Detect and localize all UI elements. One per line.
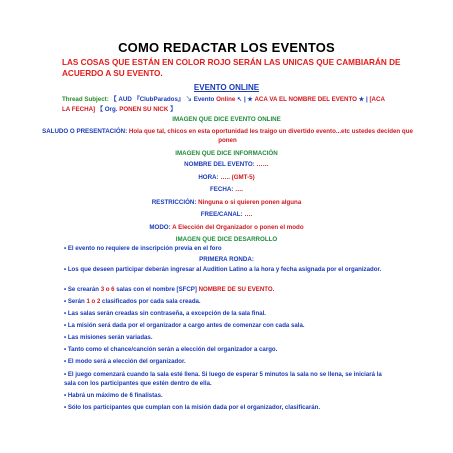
thread-org-nick: PONEN SU NICK [119,106,169,113]
thread-label: Thread Subject: [62,96,109,103]
field-value: ….. (GMT-5) [220,174,255,181]
field-hora [0,174,453,181]
field-value: …. [244,211,253,218]
field-fecha [0,186,453,193]
field-label: MODO: [149,224,173,231]
bullet-text: clasificados por cada sala creada. [100,298,201,305]
list-item: • El juego comenzará cuando la sala esté llena. Si luego de esperar 5 minutos la sala no se llena, se iniciará la sala con los participantes que estén dentro de ella. [64,371,382,387]
field-nombre [0,161,453,168]
saludo [40,127,415,145]
intro-note: LAS COSAS QUE ESTÁN EN COLOR ROJO SERÁN LAS UNICAS QUE CAMBIARÁN DE ACUERDO A SU EVENTO. [62,58,401,78]
saludo-label: SALUDO O PRESENTACIÓN: [42,128,128,135]
field-label: NOMBRE DEL EVENTO: [184,161,257,168]
saludo-text: Hola que tal, chicos en esta oportunidad les traigo un divertido evento...etc ustedes deciden que ponen [127,128,413,144]
imagen-desarrollo-label: IMAGEN QUE DICE DESARROLLO [175,236,278,243]
thread-online: Online [216,96,236,103]
thread-aud: 【 AUD 『ClubParados』 ↘ Evento [110,96,215,103]
list-item: • Las misiones serán variadas. [64,334,153,341]
list-item: • Tanto como el chance/canción serán a elección del organizador a cargo. [64,346,278,353]
list-item: • Sólo los participantes que cumplan con la misión dada por el organizador, clasificarán. [64,404,321,411]
field-value: …… [256,161,269,168]
rule-foro: • El evento no requiere de inscripción previa en el foro [64,245,222,252]
field-modo [0,224,453,231]
page-title: COMO REDACTAR LOS EVENTOS [118,40,335,55]
field-label: FREE/CANAL: [200,211,245,218]
bullet-red: 1 o 2 [86,298,101,305]
bullet-text: • Serán [64,298,87,305]
field-restriccion [0,199,453,206]
thread-event-name: ACA VA EL NOMBRE DEL EVENTO [254,96,358,103]
bullet-text: salas con el nombre [SFCP] [114,286,199,293]
field-label: HORA: [198,174,221,181]
field-value: Ninguna o si quieren ponen alguna [198,199,302,206]
list-item: • Habrá un máximo de 6 finalistas. [64,392,163,399]
list-item [64,298,389,307]
field-value: A Elección del Organizador o ponen el modo [172,224,304,231]
thread-org-post: 】 [168,106,177,113]
thread-star: ★ | [357,96,370,103]
imagen-info-label: IMAGEN QUE DICE INFORMACIÓN [175,150,278,157]
thread-subject [62,95,392,115]
list-item: • La misión será dada por el organizador a cargo antes de comenzar con cada sala. [64,322,305,329]
thread-mid: ↖ | ★ [235,96,255,103]
bullet-red: NOMBRE DE SU EVENTO. [198,286,275,293]
section-title: EVENTO ONLINE [193,83,260,92]
list-item [64,286,389,295]
imagen-evento-label: IMAGEN QUE DICE EVENTO ONLINE [172,116,281,123]
bullet-text: • Se crearán [64,286,101,293]
list-item: • Las salas serán creadas sin contraseña, a excepción de la sala final. [64,310,266,317]
field-label: RESTRICCIÓN: [151,199,199,206]
list-item: • Los que deseen participar deberán ingresar al Audition Latino a la hora y fecha asignada por el organizador. [64,266,382,273]
field-value: …. [235,186,243,193]
bullet-red: 3 o 6 [100,286,115,293]
field-free-canal [0,211,453,218]
thread-org-pre: 【 Org. [95,106,120,113]
thread-date: [ACA LA FECHA] [62,96,385,113]
primera-ronda: PRIMERA RONDA: [199,256,254,263]
field-label: FECHA: [209,186,236,193]
list-item: • El modo será a elección del organizador. [64,358,186,365]
